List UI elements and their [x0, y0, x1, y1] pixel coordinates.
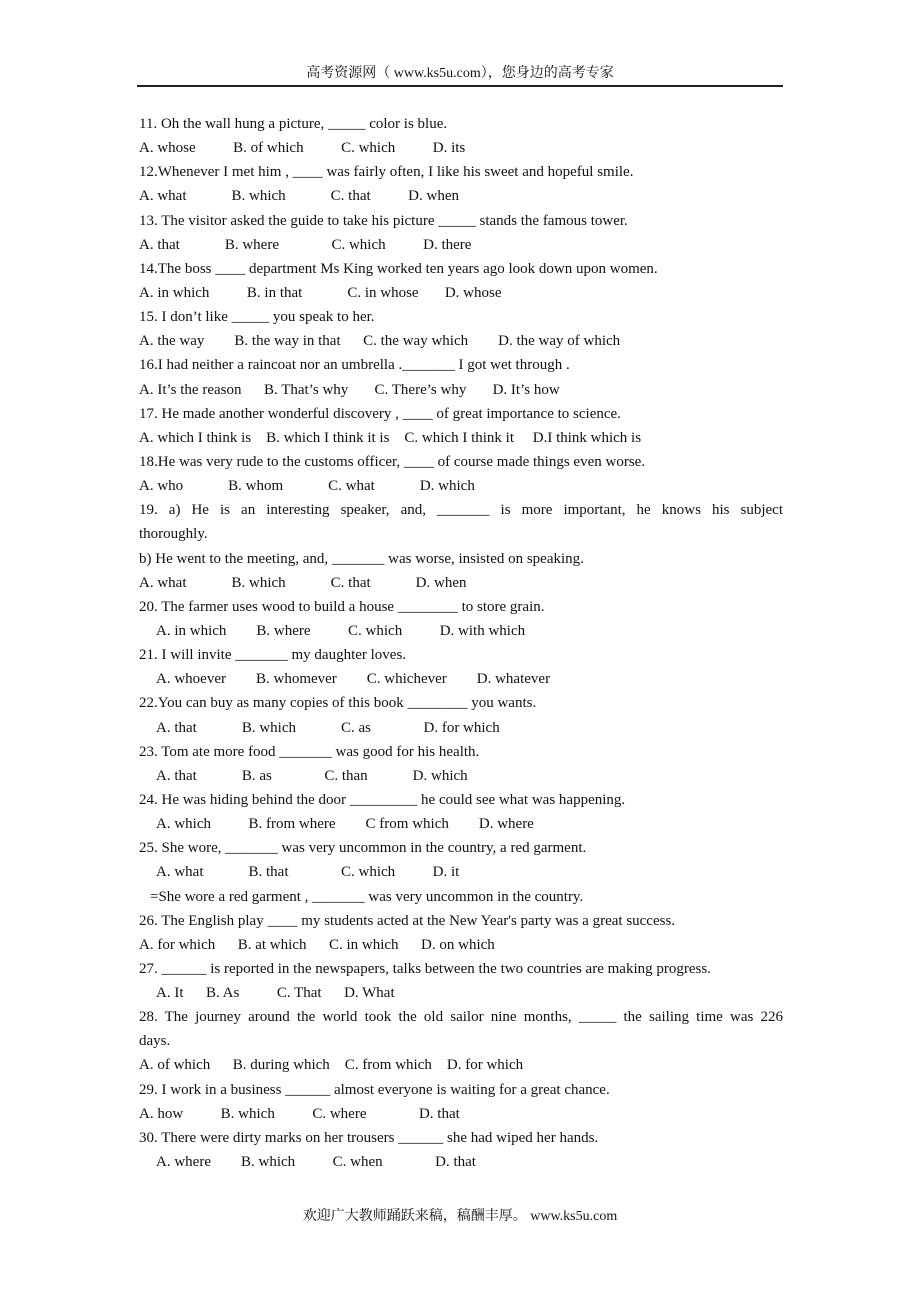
question-line: 24. He was hiding behind the door _________ he could see what was happening. — [139, 791, 626, 808]
question-line: 27. ______ is reported in the newspapers, talks between the two countries are making progress. — [139, 960, 711, 977]
page-header: 高考资源网（ www.ks5u.com），您身边的高考专家 — [137, 64, 783, 87]
question-line: A. whose B. of which C. which D. its — [139, 140, 466, 157]
question-line: A. what B. which C. that D. when — [139, 188, 459, 205]
question-line: 17. He made another wonderful discovery , ____ of great importance to science. — [139, 405, 621, 422]
question-line: A. It B. As C. That D. What — [156, 985, 395, 1002]
question-line: 12.Whenever I met him , ____ was fairly often, I like his sweet and hopeful smile. — [139, 164, 634, 181]
question-line: 28. The journey around the world took the old sailor nine months, _____ the sailing time was 226 — [139, 1009, 783, 1026]
question-line: A. It’s the reason B. That’s why C. There’s why D. It’s how — [139, 381, 560, 398]
question-line: 22.You can buy as many copies of this book ________ you wants. — [139, 695, 537, 712]
question-line: A. whoever B. whomever C. whichever D. whatever — [156, 671, 551, 688]
question-line: 29. I work in a business ______ almost everyone is waiting for a great chance. — [139, 1081, 610, 1098]
question-line: A. which B. from where C from which D. where — [156, 816, 534, 833]
question-line: A. that B. which C. as D. for which — [156, 719, 500, 736]
question-line: thoroughly. — [139, 526, 208, 543]
question-line: b) He went to the meeting, and, _______ was worse, insisted on speaking. — [139, 550, 584, 567]
question-line: A. where B. which C. when D. that — [156, 1154, 476, 1171]
question-line: A. which I think is B. which I think it is C. which I think it D.I think which is — [139, 429, 642, 446]
question-line: 26. The English play ____ my students acted at the New Year's party was a great success. — [139, 912, 676, 929]
question-line: 15. I don’t like _____ you speak to her. — [139, 309, 375, 326]
question-line: A. how B. which C. where D. that — [139, 1105, 460, 1122]
question-line: 11. Oh the wall hung a picture, _____ color is blue. — [139, 116, 448, 132]
question-line: days. — [139, 1033, 171, 1050]
question-line: 18.He was very rude to the customs officer, ____ of course made things even worse. — [139, 453, 646, 470]
question-line: A. in which B. in that C. in whose D. whose — [139, 284, 502, 301]
page-footer: 欢迎广大教师踊跃来稿，稿酬丰厚。 www.ks5u.com — [302, 1209, 618, 1224]
question-line: 13. The visitor asked the guide to take his picture _____ stands the famous tower. — [139, 212, 628, 229]
question-line: A. for which B. at which C. in which D. on which — [139, 936, 495, 953]
question-line: 20. The farmer uses wood to build a house ________ to store grain. — [139, 598, 545, 615]
question-line: A. of which B. during which C. from which D. for which — [139, 1057, 524, 1074]
question-line: 14.The boss ____ department Ms King worked ten years ago look down upon women. — [139, 260, 658, 277]
question-line: A. what B. that C. which D. it — [156, 864, 460, 881]
question-line: A. what B. which C. that D. when — [139, 574, 467, 591]
question-list — [139, 112, 783, 1174]
question-line: =She wore a red garment , _______ was very uncommon in the country. — [150, 888, 584, 905]
question-line: A. the way B. the way in that C. the way which D. the way of which — [139, 333, 621, 350]
question-line: A. in which B. where C. which D. with which — [156, 622, 526, 639]
question-line: 25. She wore, _______ was very uncommon in the country, a red garment. — [139, 840, 587, 857]
question-line: A. that B. as C. than D. which — [156, 767, 468, 784]
question-line: 16.I had neither a raincoat nor an umbrella ._______ I got wet through . — [139, 357, 570, 374]
question-line: 23. Tom ate more food _______ was good for his health. — [139, 743, 480, 760]
question-line: 21. I will invite _______ my daughter loves. — [139, 647, 407, 664]
question-line: 19. a) He is an interesting speaker, and, _______ is more important, he knows his subject — [139, 502, 783, 519]
question-line: A. who B. whom C. what D. which — [139, 478, 475, 495]
question-line: 30. There were dirty marks on her trousers ______ she had wiped her hands. — [139, 1129, 599, 1146]
question-line: A. that B. where C. which D. there — [139, 236, 472, 253]
